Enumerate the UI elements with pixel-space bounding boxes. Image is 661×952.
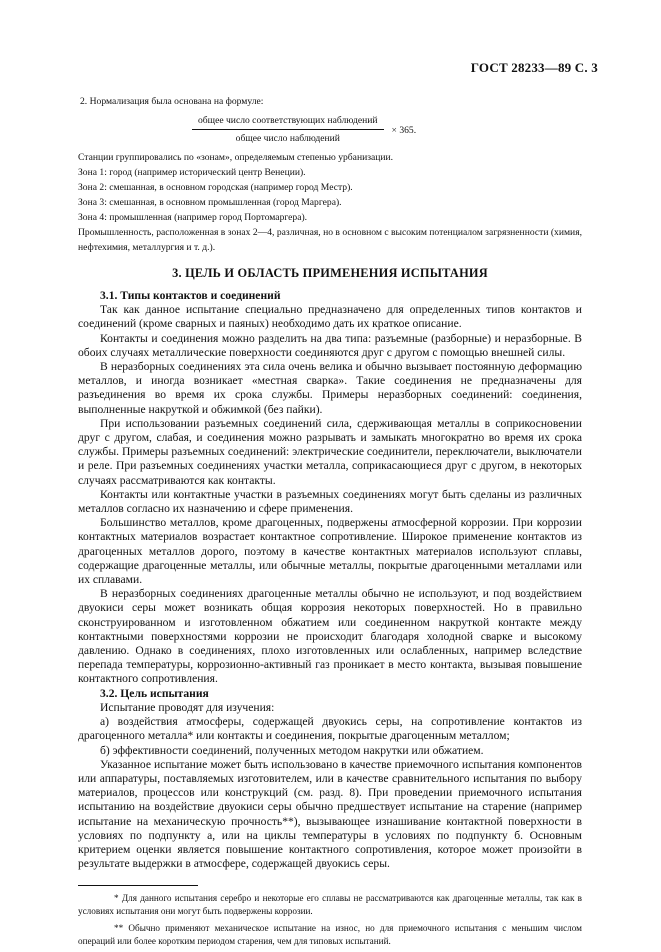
paragraph: При использовании разъемных соединений сила, сдерживающая металлы в соприкосновении друг с другом, слабая, и соединения можно разрывать и замыкать многократно во время их срока службы. Примеры разъемных соединений: электрические соединители, переключатели, выключатели и реле. При разъемных соединениях участки металла, соприкасающиеся друг с другом, в некоторых случаях рассматриваются как контакты. xyxy=(78,416,582,487)
list-item-a: а) воздействия атмосферы, содержащей двуокись серы, на сопротивление контактов из драгоценного металла* или контакты и соединения, покрытые драгоценным металлом; xyxy=(78,715,582,743)
normalization-intro: 2. Нормализация была основана на формуле: xyxy=(80,96,264,107)
footnote-divider xyxy=(78,885,198,886)
zone-line: Зона 4: промышленная (например город Портомаргера). xyxy=(78,212,308,223)
formula-fraction xyxy=(192,115,384,144)
list-item-b: б) эффективности соединений, полученных методом накрутки или обжатием. xyxy=(100,743,484,757)
paragraph: Так как данное испытание специально предназначено для определенных типов контактов и соединений (кроме сварных и паяных) необходимо дать их краткое описание. xyxy=(78,303,582,331)
formula-multiplier: × 365. xyxy=(391,125,417,136)
zone-line: Зона 1: город (например исторический центр Венеции). xyxy=(78,167,306,178)
paragraph: Контакты и соединения можно разделить на два типа: разъемные (разборные) и неразборные. В обоих случаях металлические поверхности соединяются друг с другом с помощью внешней силы. xyxy=(78,331,582,359)
page-content xyxy=(78,94,582,952)
footnote xyxy=(78,892,582,918)
industry-note: Промышленность, расположенная в зонах 2—4, различная, но в основном с высоким потенциалом загрязненности (химия, нефтехимия, металлургия и т. д.). xyxy=(78,227,582,253)
footnote-text: Обычно применяют механическое испытание на износ, но для приемочного испытания с меньшим числом операций или более коротким периодом старения, чем для типовых испытаний. xyxy=(78,923,582,947)
zone-line: Зона 3: смешанная, в основном промышленная (город Маргера). xyxy=(78,197,342,208)
paragraph: Контакты или контактные участки в разъемных соединениях могут быть сделаны из различных металлов согласно их назначению и сфере применения. xyxy=(78,487,582,516)
zone-line: Зона 2: смешанная, в основном городская (например город Местр). xyxy=(78,182,353,193)
paragraph: Указанное испытание может быть использовано в качестве приемочного испытания компонентов или аппаратуры, поставляемых изготовителем, или в качестве сравнительного испытания по выбору материалов, процессов или конструкций (см. разд. 8). При проведении приемочного испытания испытанию на воздействие двуокиси серы обычно предшествует испытание на старение (например испытание на механическую прочность**), вызывающее изнашивание контактной поверхности в условиях по подпункту а, или на циклы температуры в условиях по подпункту б. Основным критерием оценки является повышение контактного сопротивления, которое может произойти в результате выдержки в атмосфере, содержащей двуокись серы. xyxy=(78,757,582,871)
formula xyxy=(192,115,582,144)
footnote xyxy=(78,922,582,948)
subsection-heading: 3.2. Цель испытания xyxy=(100,686,209,700)
paragraph: В неразборных соединениях драгоценные металлы обычно не используют, и под воздействием двуокиси серы может возникать общая коррозия некоторых поверхностей. Но в правильно сконструированном и изготовленном обжатием или соединенном накруткой контакте между контактными поверхностями коррозии не происходит благодаря холодной сварке и высокому давлению. Однако в соединениях, плохо изготовленных или ослабленных, например вследствие перепада температуры, коррозионно-активный газ проникает в место контакта, вызывая повышение контактного сопротивления. xyxy=(78,587,582,686)
page-header: ГОСТ 28233—89 С. 3 xyxy=(470,60,598,75)
paragraph: В неразборных соединениях эта сила очень велика и обычно вызывает постоянную деформацию металлов, и иногда возникает «местная сварка». Такие соединения не предназначены для разъединения во время их срока службы. Примеры неразборных соединений: соединения, выполненные накруткой и обжимкой (без пайки). xyxy=(78,360,582,416)
paragraph: Испытание проводят для изучения: xyxy=(100,700,275,714)
section-title: 3. ЦЕЛЬ И ОБЛАСТЬ ПРИМЕНЕНИЯ ИСПЫТАНИЯ xyxy=(172,266,488,280)
formula-denominator: общее число наблюдений xyxy=(235,133,340,144)
paragraph: Большинство металлов, кроме драгоценных, подвержены атмосферной коррозии. При коррозии контактных материалов возрастает контактное сопротивление. Широкое применение контактов из драгоценных металлов дорого, поэтому в качестве контактных материалов используют сплавы, содержащие драгоценные металлы, или обычные металлы, покрытые драгоценными металлами или их сплавами. xyxy=(78,516,582,587)
footnote-mark: * xyxy=(114,893,119,904)
footnote-text: Для данного испытания серебро и некоторые его сплавы не рассматриваются как драгоценные металлы, так как в условиях испытания они могут быть подвержены коррозии. xyxy=(78,893,583,917)
subsection-heading: 3.1. Типы контактов и соединений xyxy=(100,289,281,302)
footnote-mark: ** xyxy=(114,923,124,934)
formula-numerator: общее число соответствующих наблюдений xyxy=(192,115,384,130)
zone-line: Станции группировались по «зонам», определяемым степенью урбанизации. xyxy=(78,152,394,163)
